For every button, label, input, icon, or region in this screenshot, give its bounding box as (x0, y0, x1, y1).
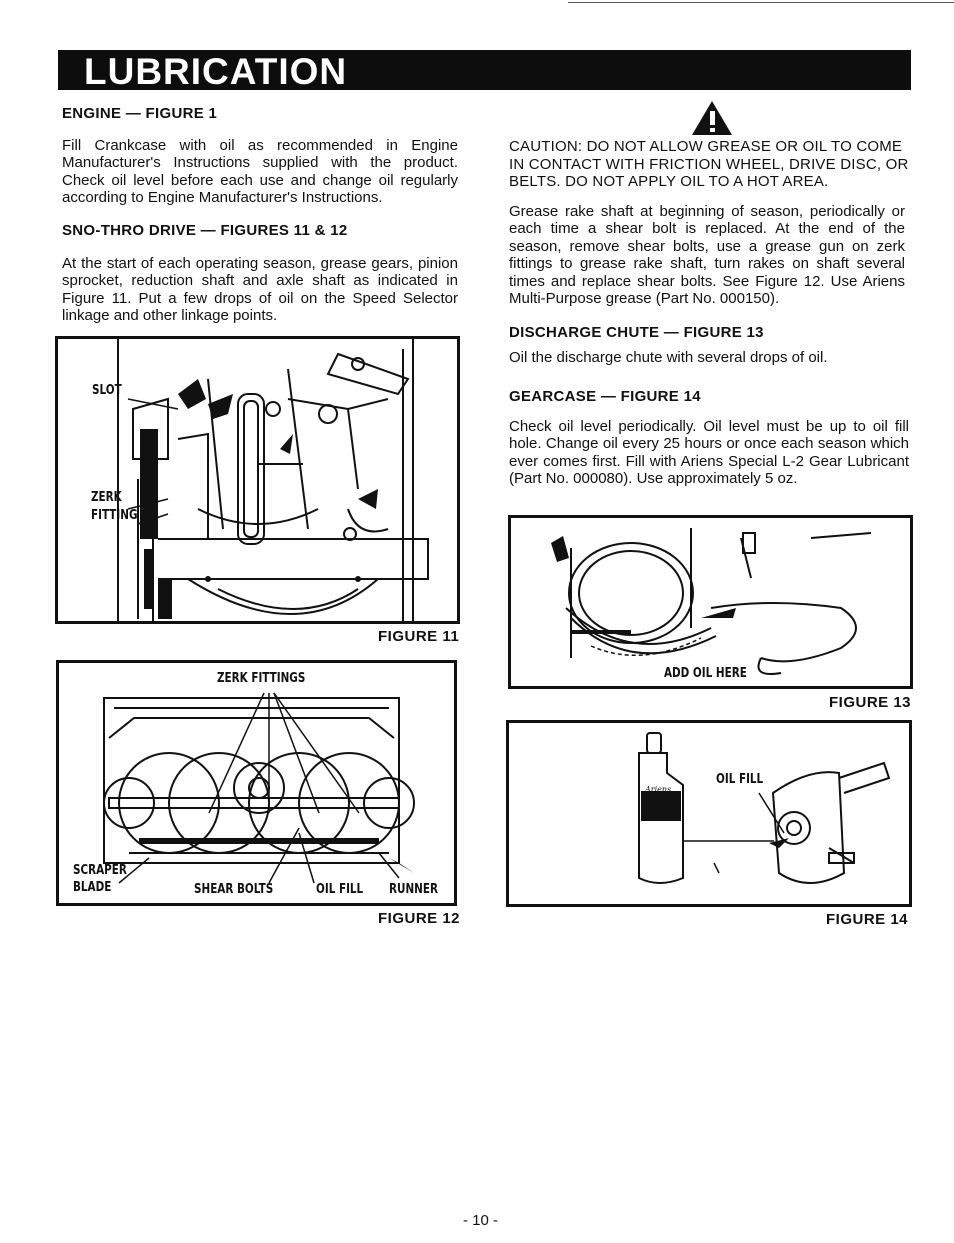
figure-14-caption: FIGURE 14 (826, 911, 909, 928)
page-title: LUBRICATION (84, 51, 348, 92)
figure-13-frame (508, 515, 913, 689)
discharge-heading: DISCHARGE CHUTE — FIGURE 13 (509, 324, 764, 341)
add-oil-label: ADD OIL HERE (664, 666, 747, 681)
snothro-heading: SNO-THRO DRIVE — FIGURES 11 & 12 (62, 222, 348, 239)
engine-body: Fill Crankcase with oil as recommended in Engine Manufacturer's Instructions supplied with the product. Check oil level before each use and change oil regularly according to Engine Manufacturer's Instructions. (62, 137, 458, 207)
blade-label: BLADE (73, 880, 112, 895)
warning-triangle-icon (690, 99, 734, 137)
caution-text: CAUTION: DO NOT ALLOW GREASE OR OIL TO COME IN CONTACT WITH FRICTION WHEEL, DRIVE DISC, OR BELTS. DO NOT APPLY OIL TO A HOT AREA. (509, 138, 909, 191)
figure-13-caption: FIGURE 13 (829, 694, 912, 711)
fitting-label: FITTING (91, 508, 138, 523)
shear-bolts-label: SHEAR BOLTS (194, 882, 274, 897)
section-banner (58, 50, 911, 90)
snothro-drive-illustration (58, 339, 457, 621)
oil-fill-label-fig14: OIL FILL (716, 772, 764, 787)
zerk-fittings-label: ZERK FITTINGS (217, 671, 306, 686)
gearcase-section (509, 388, 909, 488)
bottle-brand-text: Ariens (645, 785, 672, 794)
engine-section (62, 105, 458, 207)
zerk-label: ZERK (91, 490, 122, 505)
engine-heading: ENGINE — FIGURE 1 (62, 105, 218, 122)
runner-label: RUNNER (389, 882, 438, 897)
snothro-body: At the start of each operating season, grease gears, pinion sprocket, reduction shaft and axle shaft as indicated in Figure 11. Put a few drops of oil on the Speed Selector linkage and other linkage points. (62, 255, 458, 325)
figure-12-frame (56, 660, 457, 906)
gearcase-body: Check oil level periodically. Oil level must be up to oil fill hole. Change oil every 25 hours or once each season which ever comes first. Fill with Ariens Special L-2 Gear Lubricant (Part No. 000080). Use approximately 5 oz. (509, 418, 909, 488)
gearcase-oil-illustration (509, 723, 909, 904)
slot-label: SLOT (92, 383, 122, 398)
figure-14-frame (506, 720, 912, 907)
figure-12-caption: FIGURE 12 (378, 910, 461, 927)
discharge-section (509, 324, 909, 366)
oil-fill-label: OIL FILL (316, 882, 364, 897)
snothro-section (62, 222, 458, 325)
top-rule (568, 2, 954, 3)
grease-rake-block (509, 203, 905, 307)
scraper-label: SCRAPER (73, 863, 127, 878)
caution-block (509, 138, 909, 191)
page-number: - 10 - (463, 1212, 499, 1229)
discharge-body: Oil the discharge chute with several drops of oil. (509, 349, 828, 366)
gearcase-heading: GEARCASE — FIGURE 14 (509, 388, 701, 405)
grease-rake-body: Grease rake shaft at beginning of season, periodically or each time a shear bolt is replaced. At the end of the season, remove shear bolts, use a grease gun on zerk fittings to grease rake shaft, turn rakes on shaft several times and replace shear bolts. See Figure 12. Use Ariens Multi-Purpose grease (Part No. 000150). (509, 203, 905, 308)
figure-11-caption: FIGURE 11 (378, 628, 460, 645)
figure-11-frame (55, 336, 460, 624)
discharge-chute-illustration (511, 518, 910, 686)
